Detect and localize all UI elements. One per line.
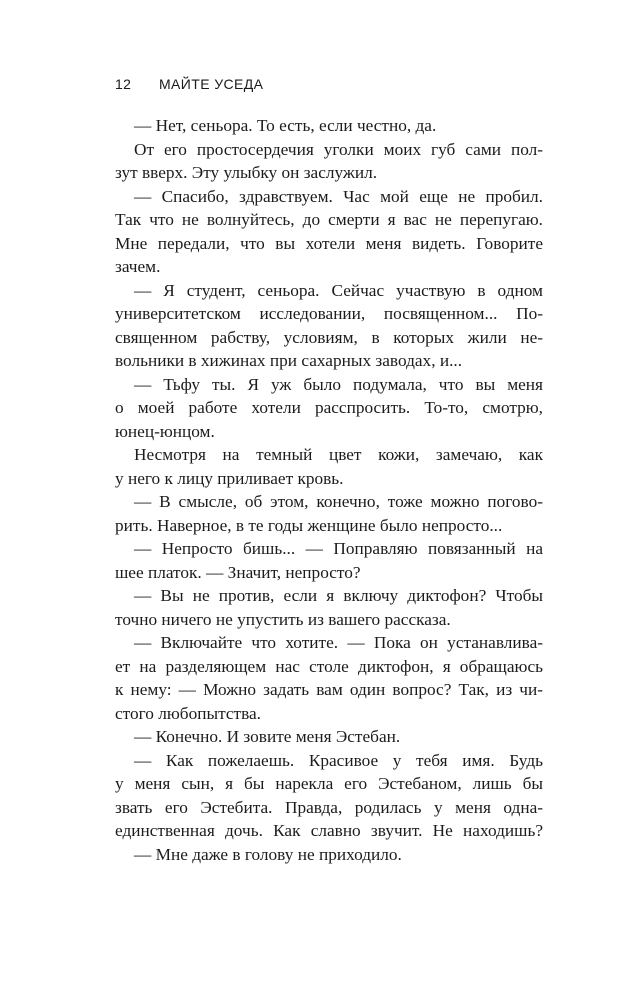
author-name: МАЙТЕ УСЕДА [159, 76, 264, 92]
running-header [115, 76, 263, 92]
text-line: звать его Эстебита. Правда, родилась у меня одна- [115, 797, 543, 817]
text-line: вольники в хижинах при сахарных заводах, и... [115, 351, 463, 370]
text-line: — Вы не против, если я включу диктофон? Чтобы [134, 586, 543, 605]
text-line: священном рабству, условиям, в которых жили не- [115, 327, 543, 347]
text-line: у него к лицу приливает кровь. [115, 468, 344, 488]
text-line: — Включайте что хотите. — Пока он устанавлива- [134, 633, 543, 652]
text-line: — Тьфу ты. Я уж было подумала, что вы меня [134, 374, 543, 394]
text-line: о моей работе хотели расспросить. То-то, смотрю, [115, 398, 543, 417]
text-line: ет на разделяющем нас столе диктофон, я обращаюсь [115, 656, 543, 676]
text-line: Мне передали, что вы хотели меня видеть. Говорите [115, 233, 543, 253]
text-line: — Как пожелаешь. Красивое у тебя имя. Будь [134, 750, 543, 770]
text-line: рить. Наверное, в те годы женщине было непросто... [115, 515, 503, 535]
text-line: к нему: — Можно задать вам один вопрос? Так, из чи- [115, 680, 543, 699]
text-line: — Спасибо, здравствуем. Час мой еще не пробил. [134, 186, 543, 206]
text-line: единственная дочь. Как славно звучит. Не находишь? [115, 821, 543, 840]
text-line: — Непросто бишь... — Поправляю повязанный на [134, 539, 543, 558]
text-line: — Мне даже в голову не приходило. [134, 844, 402, 864]
text-line: зачем. [115, 257, 161, 276]
text-line: шее платок. — Значит, непросто? [115, 562, 361, 582]
text-line: — Конечно. И зовите меня Эстебан. [134, 727, 401, 746]
text-line: Так что не волнуйтесь, до смерти я вас не перепугаю. [115, 210, 543, 229]
text-line: От его простосердечия уголки моих губ сами пол- [134, 139, 543, 159]
page-number: 12 [115, 76, 132, 92]
text-line: у меня сын, я бы нарекла его Эстебаном, лишь бы [115, 774, 543, 793]
text-line: — Я студент, сеньора. Сейчас участвую в одном [134, 280, 543, 300]
body-text [115, 114, 543, 866]
text-line: стого любопытства. [115, 703, 261, 723]
text-line: — Нет, сеньора. То есть, если честно, да. [134, 116, 437, 135]
text-line: точно ничего не упустить из вашего рассказа. [115, 609, 451, 629]
text-line: зут вверх. Эту улыбку он заслужил. [115, 163, 378, 182]
text-line: — В смысле, об этом, конечно, тоже можно погово- [134, 492, 543, 511]
text-line: Несмотря на темный цвет кожи, замечаю, как [134, 445, 543, 464]
text-line: юнец-юнцом. [115, 421, 215, 441]
text-line: университетском исследовании, посвященном... По- [115, 304, 543, 323]
